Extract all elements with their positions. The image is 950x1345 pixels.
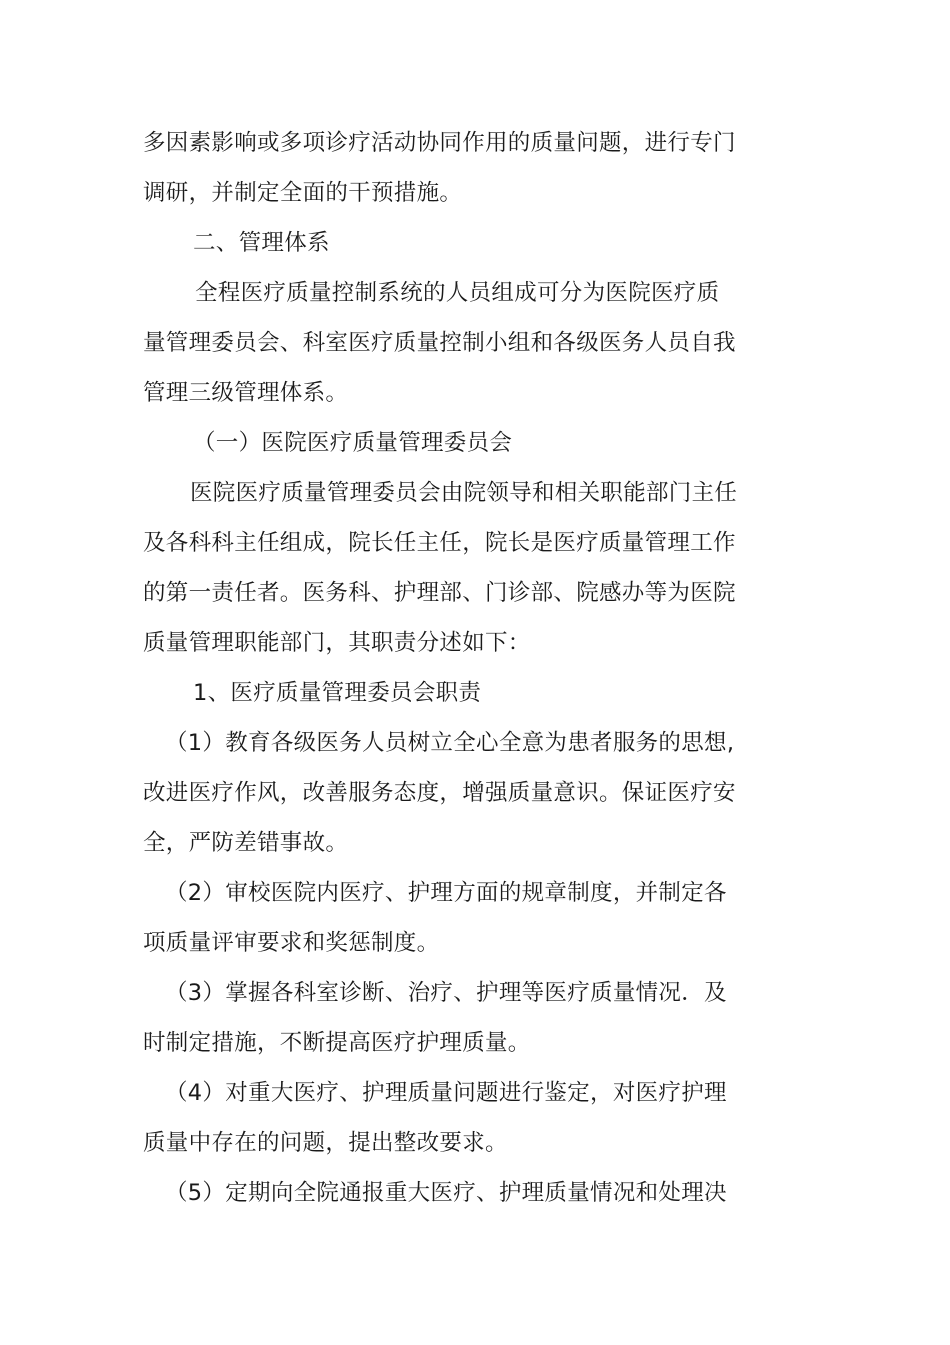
- text-line-15: 全，严防差错事故。: [143, 830, 349, 856]
- text-line-4: 全程医疗质量控制系统的人员组成可分为医院医疗质: [195, 280, 720, 306]
- item-heading-committee-duties: 1、医疗质量管理委员会职责: [193, 680, 482, 706]
- text-line-9: 及各科科主任组成，院长任主任，院长是医疗质量管理工作: [143, 530, 736, 556]
- text-line-19: 时制定措施，不断提高医疗护理质量。: [143, 1030, 531, 1056]
- section-heading-management-system: 二、管理体系: [193, 230, 330, 256]
- text-line-14: 改进医疗作风，改善服务态度，增强质量意识。保证医疗安: [143, 780, 736, 806]
- text-line-17: 项质量评审要求和奖惩制度。: [143, 930, 440, 956]
- text-line-11: 质量管理职能部门，其职责分述如下：: [143, 630, 531, 656]
- text-line-18: （3）掌握各科室诊断、治疗、护理等医疗质量情况．及: [165, 980, 727, 1006]
- text-line-2: 调研，并制定全面的干预措施。: [143, 180, 463, 206]
- text-line-22: （5）定期向全院通报重大医疗、护理质量情况和处理决: [165, 1180, 727, 1206]
- text-line-13: （1）教育各级医务人员树立全心全意为患者服务的思想,: [165, 730, 735, 756]
- text-line-1: 多因素影响或多项诊疗活动协同作用的质量问题，进行专门: [143, 130, 736, 156]
- text-line-20: （4）对重大医疗、护理质量问题进行鉴定，对医疗护理: [165, 1080, 727, 1106]
- text-line-10: 的第一责任者。医务科、护理部、门诊部、院感办等为医院: [143, 580, 736, 606]
- subsection-heading-committee: （一）医院医疗质量管理委员会: [193, 430, 513, 456]
- text-line-8: 医院医疗质量管理委员会由院领导和相关职能部门主任: [190, 480, 738, 506]
- text-line-5: 量管理委员会、科室医疗质量控制小组和各级医务人员自我: [143, 330, 736, 356]
- text-line-6: 管理三级管理体系。: [143, 380, 349, 406]
- text-line-16: （2）审校医院内医疗、护理方面的规章制度，并制定各: [165, 880, 727, 906]
- text-line-21: 质量中存在的问题，提出整改要求。: [143, 1130, 508, 1156]
